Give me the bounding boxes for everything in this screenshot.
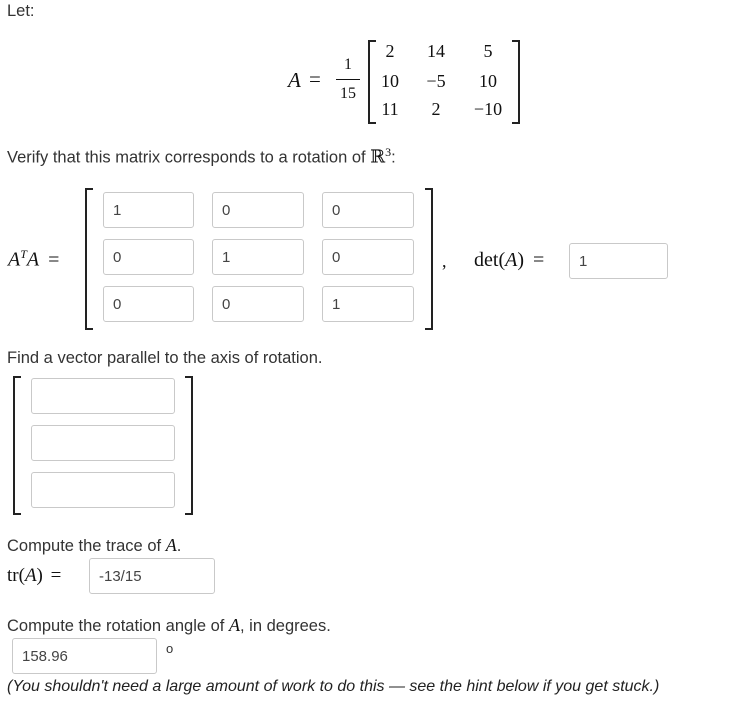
matrix-cell: −10 [473,99,503,119]
axis-component-1-input[interactable] [31,378,175,414]
verify-text: Verify that this matrix corresponds to a rotation of [7,148,366,167]
real-set-exponent: 3 [385,145,392,159]
matrix-cell: 2 [431,99,441,119]
matrix-cell: 2 [385,41,395,61]
matrix-symbol: A [288,68,301,92]
let-label: Let: [7,2,35,20]
trace-input[interactable] [89,558,215,594]
angle-prompt-suffix: , in degrees. [240,617,331,635]
ata-cell-2-1-input[interactable] [103,239,194,275]
matrix-cell: 11 [381,99,399,119]
trace-prompt-text: Compute the trace of [7,537,162,555]
ata-cell-2-3-input[interactable] [322,239,414,275]
angle-prompt-text: Compute the rotation angle of [7,617,225,635]
angle-prompt-var: A [229,615,240,635]
det-function: det [474,249,499,271]
trace-equals: = [50,565,62,586]
ata-cell-1-1-input[interactable] [103,192,194,228]
ata-base-a: A [8,248,21,271]
ata-cell-1-2-input[interactable] [212,192,304,228]
ata-cell-3-1-input[interactable] [103,286,194,322]
axis-right-bracket [185,376,193,515]
det-label: det(A) = [474,249,545,271]
ata-cell-2-2-input[interactable] [212,239,304,275]
ata-base-a2: A [26,248,40,271]
ata-left-bracket [85,188,93,330]
degree-symbol: o [166,641,174,656]
trace-prompt [7,535,181,556]
verify-colon: : [391,148,396,167]
ata-equals: = [48,248,60,271]
ata-right-bracket [425,188,433,330]
ata-cell-3-2-input[interactable] [212,286,304,322]
matrix-cell: 14 [427,41,445,61]
matrix-cell: 10 [479,71,497,91]
axis-component-2-input[interactable] [31,425,175,461]
matrix-cell: 10 [381,71,399,91]
trace-arg: A [24,565,37,586]
ata-cell-3-3-input[interactable] [322,286,414,322]
ata-cell-1-3-input[interactable] [322,192,414,228]
det-arg: A [505,249,518,271]
det-input[interactable] [569,243,668,279]
real-set-symbol: ℝ [370,146,386,167]
axis-component-3-input[interactable] [31,472,175,508]
axis-prompt: Find a vector parallel to the axis of rotation. [7,349,323,367]
trace-prompt-var: A [165,535,177,555]
fraction-bar [336,79,360,80]
verify-prompt [7,145,396,168]
angle-prompt [7,615,331,636]
ata-label [8,247,59,272]
trace-label: tr(A) = [7,565,62,586]
axis-left-bracket [13,376,21,515]
fraction-denominator: 15 [340,85,356,102]
matrix-cell: 5 [483,41,493,61]
trace-function: tr [7,565,19,586]
angle-input[interactable] [12,638,157,674]
equals-sign: = [309,67,321,91]
matrix-cell: −5 [426,71,446,91]
ata-transpose-sup: T [20,247,27,261]
det-equals: = [533,249,545,271]
hint-text: (You shouldn't need a large amount of work to do this — see the hint below if you get stuck.) [7,678,660,695]
ata-comma: , [442,251,447,271]
fraction-numerator: 1 [344,56,352,73]
trace-prompt-period: . [176,537,182,555]
